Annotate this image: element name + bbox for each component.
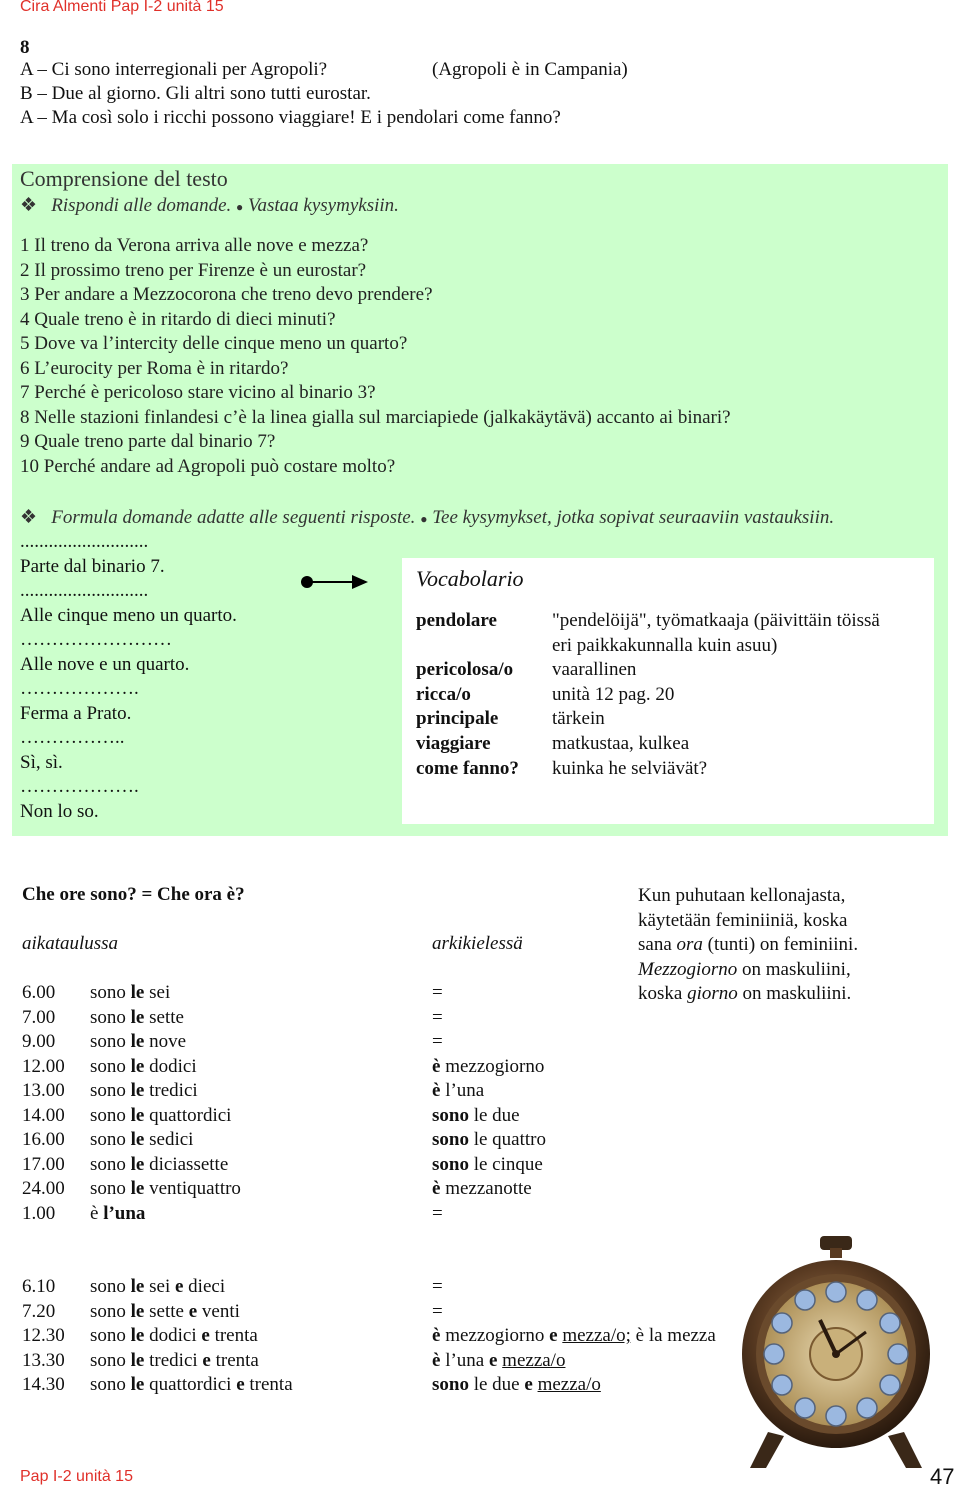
emphasized-word: ora [676, 934, 703, 955]
everyday-form [432, 1105, 520, 1127]
question: 6 L’eurocity per Roma è in ritardo? [20, 357, 289, 379]
everyday-verb: = [432, 1031, 443, 1052]
dialogue-line-a1: A – Ci sono interregionali per Agropoli? [20, 59, 328, 80]
note-line: koska giorno on maskuliini. [638, 983, 852, 1004]
column-everyday-label: arkikielessä [432, 933, 523, 954]
everyday-verb: è [432, 1055, 441, 1077]
article: le [130, 1178, 145, 1199]
everyday-form [432, 1056, 544, 1078]
time-value: 17.00 [22, 1153, 65, 1175]
article: le [130, 1276, 145, 1297]
everyday-form [432, 1178, 532, 1200]
time-value: 24.00 [22, 1178, 65, 1199]
minutes-word: dieci [188, 1276, 226, 1297]
conjunction: e [488, 1349, 498, 1371]
time-words [90, 1203, 145, 1225]
footer-title: Pap I-2 unità 15 [20, 1468, 133, 1485]
everyday-form [432, 1031, 443, 1053]
minutes-word: trenta [249, 1374, 293, 1395]
time-words [90, 1325, 258, 1347]
question: 9 Quale treno parte dal binario 7? [20, 431, 276, 452]
everyday-verb: sono [432, 1129, 469, 1150]
time-value: 14.00 [22, 1104, 65, 1126]
time-value: 7.20 [22, 1300, 56, 1322]
vocab-term: ricca/o [416, 684, 471, 705]
article: le [130, 1055, 145, 1077]
article: le [130, 1349, 145, 1371]
minutes-word: trenta [214, 1325, 258, 1346]
everyday-verb: sono [432, 1153, 469, 1175]
number-word: dodici [149, 1325, 197, 1346]
everyday-value: le due [473, 1104, 520, 1126]
question: 5 Dove va l’intercity delle cinque meno un quarto? [20, 333, 408, 354]
vocabulary-title: Vocabolario [416, 566, 524, 591]
answer-blank: ........................... [20, 531, 149, 552]
answer-text: Alle cinque meno un quarto. [20, 604, 237, 626]
everyday-verb: = [432, 1006, 443, 1028]
vocabulary-box [402, 558, 934, 824]
everyday-verb: è [432, 1080, 441, 1101]
everyday-form [432, 1374, 601, 1396]
answer-blank: …………………… [20, 629, 172, 650]
everyday-form [432, 1007, 443, 1029]
article: le [130, 1006, 145, 1028]
vocab-term: pendolare [416, 610, 497, 631]
verb: sono [90, 1374, 126, 1395]
conjunction: e [174, 1276, 184, 1297]
answer-list [20, 530, 237, 824]
half-word: mezza/o; [562, 1325, 631, 1346]
everyday-verb: è [432, 1178, 441, 1199]
everyday-verb: sono [432, 1104, 469, 1126]
number-word: diciassette [149, 1153, 229, 1175]
everyday-verb: sono [432, 1374, 469, 1395]
number-word: quattordici [149, 1104, 232, 1126]
minutes-word: venti [201, 1300, 240, 1322]
vocab-definition: "pendelöijä", työmatkaaja (päivittäin töissä [552, 610, 880, 631]
answer-text: Non lo so. [20, 800, 99, 822]
verb: sono [90, 1129, 126, 1150]
vocab-term: come fanno? [416, 758, 519, 779]
time-words [90, 1031, 186, 1053]
verb: sono [90, 1055, 126, 1077]
article: le [130, 1325, 145, 1346]
everyday-verb: è [432, 1349, 441, 1371]
everyday-value: mezzogiorno [445, 1325, 545, 1346]
vocab-definition: vaarallinen [552, 659, 637, 680]
conjunction: e [201, 1325, 210, 1346]
number-word: ventiquattro [149, 1178, 241, 1199]
article: le [130, 1104, 145, 1126]
everyday-form [432, 1325, 716, 1347]
article: l’una [103, 1202, 146, 1224]
article: le [130, 1129, 145, 1150]
answer-blank: ........................... [20, 580, 149, 601]
time-value: 6.10 [22, 1276, 56, 1297]
number-word: sette [149, 1006, 184, 1028]
verb: sono [90, 1031, 126, 1052]
answer-blank: ………………. [20, 678, 139, 699]
time-value: 7.00 [22, 1006, 56, 1028]
everyday-value: l’una [445, 1349, 485, 1371]
answer-text: Alle nove e un quarto. [20, 653, 190, 675]
formula-instruction-row [20, 506, 834, 532]
dialogue-line-b: B – Due al giorno. Gli altri sono tutti eurostar. [20, 83, 371, 104]
time-words [90, 1276, 225, 1298]
verb: sono [90, 982, 126, 1003]
comprehension-title: Comprensione del testo [20, 166, 228, 191]
time-value: 6.00 [22, 982, 56, 1003]
number-word: sedici [149, 1129, 194, 1150]
number-word: quattordici [149, 1374, 232, 1395]
time-words [90, 1105, 231, 1127]
time-words [90, 1374, 293, 1396]
everyday-verb: è [432, 1325, 441, 1346]
verb: sono [90, 1178, 126, 1199]
vocab-term: viaggiare [416, 733, 491, 754]
time-words [90, 1129, 193, 1151]
everyday-value: le quattro [473, 1129, 546, 1150]
article: le [130, 1300, 145, 1322]
time-words [90, 982, 170, 1004]
verb: sono [90, 1006, 126, 1028]
time-value: 13.00 [22, 1080, 65, 1101]
number-word: sei [149, 982, 171, 1003]
minutes-word: trenta [215, 1349, 259, 1371]
half-word: mezza/o [537, 1374, 601, 1395]
verb: sono [90, 1325, 126, 1346]
vocab-definition: tärkein [552, 708, 605, 729]
verb: è [90, 1202, 99, 1224]
everyday-form: = [432, 1300, 443, 1322]
conjunction: e [236, 1374, 245, 1395]
page-number: 47 [930, 1464, 955, 1489]
number-word: dodici [149, 1055, 197, 1077]
article: le [130, 1080, 145, 1101]
conjunction: e [202, 1349, 211, 1371]
answer-text: Parte dal binario 7. [20, 555, 165, 577]
everyday-form [432, 1154, 543, 1176]
time-words [90, 1080, 198, 1102]
number-word: sei [149, 1276, 171, 1297]
arrow-right-icon [300, 573, 370, 591]
formula-italian: Formula domande adatte alle seguenti risposte. [51, 507, 416, 528]
everyday-value: mezzanotte [445, 1178, 532, 1199]
everyday-value: le due [473, 1374, 520, 1395]
note-line: käytetään feminiiniä, koska [638, 909, 848, 931]
alarm-clock-icon [738, 1236, 934, 1472]
time-value: 14.30 [22, 1374, 65, 1395]
alt-form: è la mezza [635, 1325, 716, 1346]
verb: sono [90, 1349, 126, 1371]
dot-bullet-icon: ● [236, 200, 244, 214]
everyday-verb: = [432, 1202, 443, 1224]
time-words [90, 1056, 197, 1078]
vocab-term: pericolosa/o [416, 659, 514, 680]
time-words [90, 1178, 241, 1200]
conjunction: e [188, 1300, 198, 1322]
everyday-value: le cinque [473, 1153, 543, 1175]
feminine-note [638, 884, 858, 1007]
article: le [130, 1031, 145, 1052]
dialogue-number: 8 [20, 37, 30, 58]
conjunction: e [549, 1325, 558, 1346]
formula-finnish: Tee kysymykset, jotka sopivat seuraaviin vastauksiin. [432, 507, 835, 528]
everyday-form [432, 1350, 565, 1372]
verb: sono [90, 1080, 126, 1101]
everyday-form [432, 1129, 546, 1151]
vocab-definition: kuinka he selviävät? [552, 758, 708, 779]
time-words [90, 1154, 228, 1176]
everyday-value: l’una [445, 1080, 485, 1101]
note-line: Kun puhutaan kellonajasta, [638, 885, 846, 906]
answer-text: Sì, sì. [20, 751, 63, 773]
time-value: 12.00 [22, 1055, 65, 1077]
time-value: 12.30 [22, 1325, 65, 1346]
verb: sono [90, 1276, 126, 1297]
page-header: Cira Almenti Pap I-2 unità 15 [20, 0, 224, 15]
diamond-bullet-icon: ❖ [20, 507, 38, 528]
time-heading: Che ore sono? = Che ora è? [22, 884, 245, 905]
number-word: nove [149, 1031, 187, 1052]
emphasized-word: Mezzogiorno [638, 958, 738, 980]
time-value: 13.30 [22, 1349, 65, 1371]
everyday-verb: = [432, 982, 443, 1003]
number-word: sette [149, 1300, 184, 1322]
conjunction: e [524, 1374, 533, 1395]
answer-blank: ………………. [20, 776, 139, 797]
question: 4 Quale treno è in ritardo di dieci minuti? [20, 308, 336, 330]
answer-text: Ferma a Prato. [20, 702, 132, 724]
time-words [90, 1007, 184, 1029]
question-list [20, 234, 731, 479]
instruction-finnish: Vastaa kysymyksiin. [248, 195, 399, 216]
instruction-row [20, 194, 399, 220]
vocab-definition: matkustaa, kulkea [552, 733, 690, 754]
article: le [130, 982, 145, 1003]
time-value: 1.00 [22, 1202, 56, 1224]
dialogue-line-a2: A – Ma così solo i ricchi possono viaggiare! E i pendolari come fanno? [20, 107, 561, 128]
vocab-definition: eri paikkakunnalla kuin asuu) [552, 635, 778, 656]
everyday-form [432, 982, 443, 1004]
emphasized-word: giorno [687, 983, 738, 1004]
article: le [130, 1153, 145, 1175]
verb: sono [90, 1153, 126, 1175]
time-words [90, 1350, 259, 1372]
half-word: mezza/o [502, 1349, 566, 1371]
article: le [130, 1374, 145, 1395]
question: 8 Nelle stazioni finlandesi c’è la linea gialla sul marciapiede (jalkakäytävä) accanto ai binari? [20, 406, 731, 428]
question: 3 Per andare a Mezzocorona che treno devo prendere? [20, 284, 433, 305]
column-schedule-label: aikataulussa [22, 933, 119, 954]
answer-blank: …………….. [20, 727, 125, 748]
question: 2 Il prossimo treno per Firenze è un eurostar? [20, 259, 367, 281]
question: 7 Perché è pericoloso stare vicino al binario 3? [20, 382, 376, 403]
question: 1 Il treno da Verona arriva alle nove e mezza? [20, 235, 369, 256]
time-value: 16.00 [22, 1129, 65, 1150]
instruction-italian: Rispondi alle domande. [51, 195, 232, 216]
number-word: tredici [149, 1080, 198, 1101]
diamond-bullet-icon: ❖ [20, 195, 38, 216]
dot-bullet-icon: ● [420, 512, 428, 526]
everyday-form [432, 1080, 484, 1102]
everyday-value: mezzogiorno [445, 1055, 545, 1077]
number-word: tredici [149, 1349, 198, 1371]
note-line: Mezzogiorno on maskuliini, [638, 958, 851, 980]
dialogue-note: (Agropoli è in Campania) [432, 59, 628, 80]
everyday-form [432, 1203, 443, 1225]
question: 10 Perché andare ad Agropoli può costare molto? [20, 455, 396, 477]
time-value: 9.00 [22, 1031, 56, 1052]
verb: sono [90, 1300, 126, 1322]
time-words [90, 1301, 240, 1323]
verb: sono [90, 1104, 126, 1126]
vocab-definition: unità 12 pag. 20 [552, 684, 675, 705]
vocab-term: principale [416, 708, 499, 729]
note-line: sana ora (tunti) on feminiini. [638, 934, 859, 955]
everyday-form: = [432, 1276, 443, 1297]
